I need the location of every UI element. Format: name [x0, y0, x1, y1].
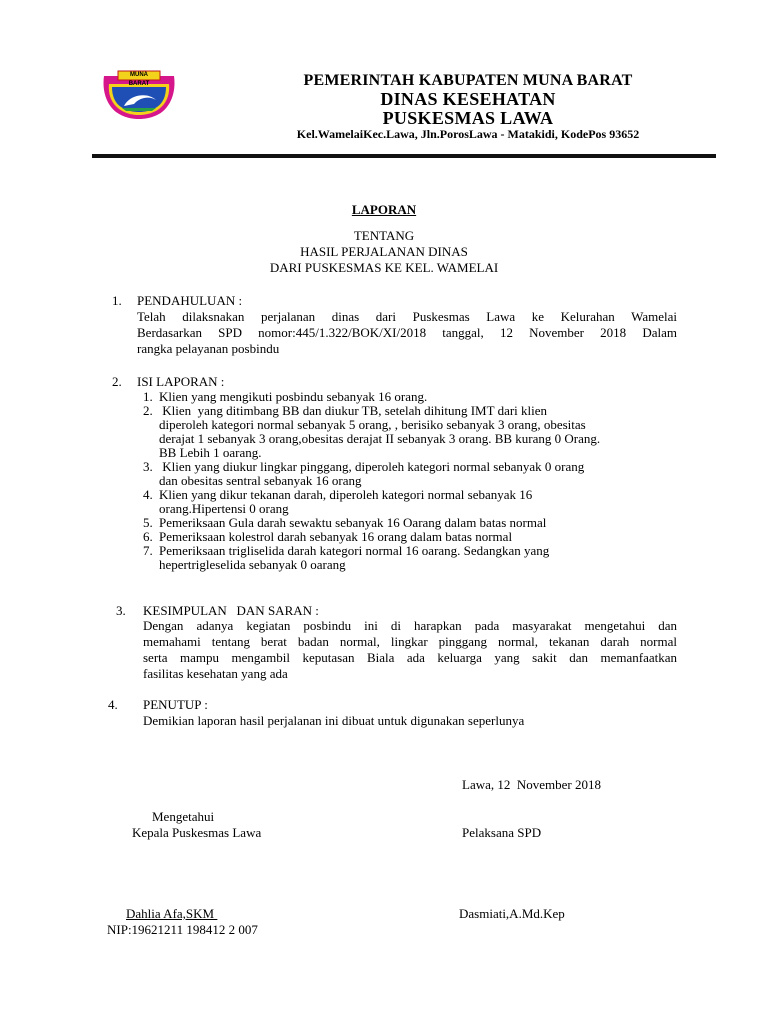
- section-1-line: rangka pelayanan posbindu: [137, 341, 280, 356]
- section-1-line: Telah dilaksnakan perjalanan dinas dari Puskesmas Lawa ke Kelurahan Wamelai: [137, 309, 677, 324]
- section-2-number: 2.: [112, 374, 122, 389]
- section-1-heading: PENDAHULUAN :: [137, 293, 243, 308]
- list-item-line: dan obesitas sentral sebanyak 16 orang: [159, 473, 362, 488]
- list-item-number: 2.: [143, 403, 153, 418]
- list-item-line: Klien yang dikur tekanan darah, diperoleh kategori normal sebanyak 16: [159, 487, 533, 502]
- section-2-heading: ISI LAPORAN :: [137, 374, 225, 389]
- place-date: Lawa, 12 November 2018: [462, 777, 601, 792]
- section-4-number: 4.: [108, 697, 118, 712]
- left-signer-role: Kepala Puskesmas Lawa: [132, 825, 262, 840]
- list-item-line: diperoleh kategori normal sebanyak 5 orang, , berisiko sebanyak 3 orang, obesitas: [159, 417, 586, 432]
- list-item-number: 3.: [143, 459, 153, 474]
- report-subtitle-2: DARI PUSKESMAS KE KEL. WAMELAI: [269, 260, 499, 275]
- logo: [100, 70, 178, 120]
- list-item-line: BB Lebih 1 oarang.: [159, 445, 262, 460]
- letterhead-divider: [92, 154, 716, 158]
- right-signer-name: Dasmiati,A.Md.Kep: [459, 906, 565, 921]
- letterhead-department: DINAS KESEHATAN: [380, 89, 556, 109]
- section-4-text: Demikian laporan hasil perjalanan ini dibuat untuk digunakan seperlunya: [143, 713, 525, 728]
- list-item-line: orang.Hipertensi 0 orang: [159, 501, 289, 516]
- list-item-line: Klien yang ditimbang BB dan diukur TB, setelah dihitung IMT dari klien: [159, 403, 548, 418]
- list-item-line: Pemeriksaan kolestrol darah sebanyak 16 orang dalam batas normal: [159, 529, 513, 544]
- letterhead-institution: PUSKESMAS LAWA: [382, 108, 554, 128]
- section-1-number: 1.: [112, 293, 122, 308]
- section-3-heading: KESIMPULAN DAN SARAN :: [143, 603, 319, 618]
- list-item-number: 4.: [143, 487, 153, 502]
- list-item-number: 6.: [143, 529, 153, 544]
- list-item-number: 1.: [143, 389, 153, 404]
- left-signer-name: Dahlia Afa,SKM: [126, 906, 218, 921]
- report-subtitle-1: HASIL PERJALANAN DINAS: [300, 244, 468, 259]
- letterhead-address: Kel.WamelaiKec.Lawa, Jln.PorosLawa - Matakidi, KodePos 93652: [296, 127, 640, 141]
- section-1-line: Berdasarkan SPD nomor:445/1.322/BOK/XI/2018 tanggal, 12 November 2018 Dalam: [137, 325, 677, 340]
- section-3-line: fasilitas kesehatan yang ada: [143, 666, 288, 681]
- list-item-line: Klien yang mengikuti posbindu sebanyak 16 orang.: [159, 389, 428, 404]
- left-signer-nip: NIP:19621211 198412 2 007: [107, 922, 258, 937]
- section-3-line: memahami tentang berat badan normal, lingkar pinggang normal, tekanan darah normal: [143, 634, 677, 649]
- section-3-line: serta mampu mengambil keputasan Biala ada keluarga yang sakit dan memanfaatkan: [143, 650, 677, 665]
- list-item-line: Pemeriksaan Gula darah sewaktu sebanyak 16 Oarang dalam batas normal: [159, 515, 547, 530]
- list-item-line: Klien yang diukur lingkar pinggang, diperoleh kategori normal sebanyak 0 orang: [159, 459, 585, 474]
- list-item-line: Pemeriksaan trigliselida darah kategori normal 16 oarang. Sedangkan yang: [159, 543, 550, 558]
- section-4-heading: PENUTUP :: [143, 697, 208, 712]
- list-item-line: derajat 1 sebanyak 3 orang,obesitas derajat II sebanyak 3 orang. BB kurang 0 Orang.: [159, 431, 601, 446]
- section-3-number: 3.: [116, 603, 126, 618]
- list-item-number: 7.: [143, 543, 153, 558]
- logo-text: MUNA BARAT: [128, 72, 150, 87]
- right-signer-role: Pelaksana SPD: [462, 825, 542, 840]
- letterhead-government: PEMERINTAH KABUPATEN MUNA BARAT: [303, 72, 633, 89]
- report-title: LAPORAN: [351, 202, 417, 217]
- section-3-line: Dengan adanya kegiatan posbindu ini di harapkan pada masyarakat mengetahui dan: [143, 618, 677, 633]
- list-item-number: 5.: [143, 515, 153, 530]
- report-about: TENTANG: [353, 228, 415, 243]
- list-item-line: hepertrigleselida sebanyak 0 oarang: [159, 557, 346, 572]
- acknowledged-label: Mengetahui: [152, 809, 215, 824]
